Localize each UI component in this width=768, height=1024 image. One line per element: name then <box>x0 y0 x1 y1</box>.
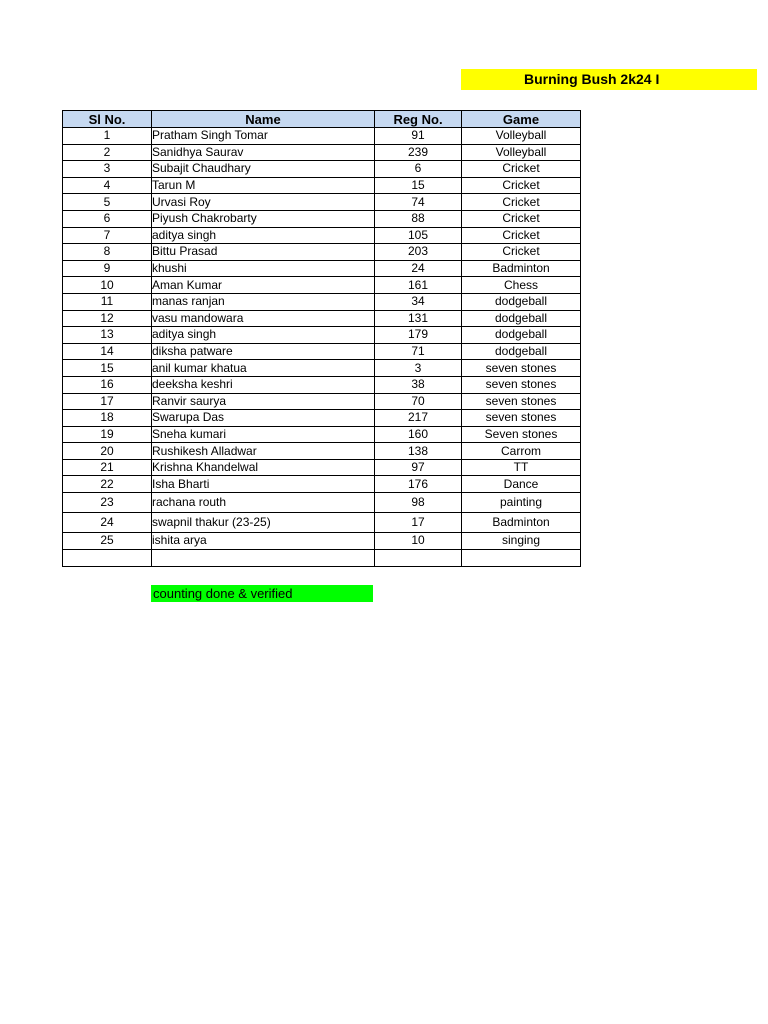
cell-sl-no[interactable]: 19 <box>63 426 152 443</box>
cell-reg-no[interactable]: 6 <box>375 161 462 178</box>
cell-reg-no[interactable]: 74 <box>375 194 462 211</box>
cell-name[interactable]: khushi <box>152 260 375 277</box>
cell-game[interactable]: Cricket <box>462 210 581 227</box>
cell-name[interactable]: aditya singh <box>152 227 375 244</box>
cell-game[interactable]: seven stones <box>462 393 581 410</box>
table-row <box>63 410 581 427</box>
cell-game[interactable]: seven stones <box>462 376 581 393</box>
cell-sl-no[interactable]: 11 <box>63 293 152 310</box>
cell-name[interactable]: ishita arya <box>152 533 375 550</box>
cell-name[interactable]: Rushikesh Alladwar <box>152 443 375 460</box>
cell-sl-no[interactable]: 17 <box>63 393 152 410</box>
cell-game[interactable]: Volleyball <box>462 128 581 145</box>
cell-name[interactable]: deeksha keshri <box>152 376 375 393</box>
status-note: counting done & verified <box>153 586 293 601</box>
empty-cell[interactable] <box>375 549 462 566</box>
table-row <box>63 459 581 476</box>
empty-cell[interactable] <box>63 549 152 566</box>
table-row <box>63 244 581 261</box>
cell-game[interactable]: Cricket <box>462 227 581 244</box>
cell-reg-no[interactable]: 17 <box>375 513 462 533</box>
table-row <box>63 260 581 277</box>
table-row <box>63 210 581 227</box>
cell-game[interactable]: singing <box>462 533 581 550</box>
cell-name[interactable]: Tarun M <box>152 177 375 194</box>
cell-reg-no[interactable]: 203 <box>375 244 462 261</box>
cell-sl-no[interactable]: 21 <box>63 459 152 476</box>
cell-name[interactable]: Pratham Singh Tomar <box>152 128 375 145</box>
cell-sl-no[interactable]: 4 <box>63 177 152 194</box>
cell-sl-no[interactable]: 6 <box>63 210 152 227</box>
cell-game[interactable]: Chess <box>462 277 581 294</box>
empty-cell[interactable] <box>462 549 581 566</box>
cell-reg-no[interactable]: 15 <box>375 177 462 194</box>
cell-name[interactable]: aditya singh <box>152 327 375 344</box>
cell-game[interactable]: Badminton <box>462 513 581 533</box>
cell-name[interactable]: Swarupa Das <box>152 410 375 427</box>
cell-reg-no[interactable]: 70 <box>375 393 462 410</box>
cell-name[interactable]: rachana routh <box>152 493 375 513</box>
table-row <box>63 343 581 360</box>
cell-reg-no[interactable]: 10 <box>375 533 462 550</box>
cell-sl-no[interactable]: 10 <box>63 277 152 294</box>
cell-sl-no[interactable]: 14 <box>63 343 152 360</box>
cell-name[interactable]: Sanidhya Saurav <box>152 144 375 161</box>
cell-reg-no[interactable]: 98 <box>375 493 462 513</box>
header-sl-no[interactable]: Sl No. <box>63 111 152 128</box>
cell-game[interactable]: Badminton <box>462 260 581 277</box>
cell-sl-no[interactable]: 24 <box>63 513 152 533</box>
cell-name[interactable]: anil kumar khatua <box>152 360 375 377</box>
cell-reg-no[interactable]: 88 <box>375 210 462 227</box>
table-row <box>63 177 581 194</box>
table-row <box>63 426 581 443</box>
cell-name[interactable]: Aman Kumar <box>152 277 375 294</box>
cell-reg-no[interactable]: 97 <box>375 459 462 476</box>
table-row <box>63 144 581 161</box>
table-row <box>63 293 581 310</box>
cell-reg-no[interactable]: 38 <box>375 376 462 393</box>
cell-reg-no[interactable]: 179 <box>375 327 462 344</box>
cell-reg-no[interactable]: 217 <box>375 410 462 427</box>
cell-sl-no[interactable]: 9 <box>63 260 152 277</box>
cell-reg-no[interactable]: 239 <box>375 144 462 161</box>
sheet-title: Burning Bush 2k24 I <box>524 71 660 87</box>
cell-sl-no[interactable]: 15 <box>63 360 152 377</box>
empty-cell[interactable] <box>152 549 375 566</box>
cell-game[interactable]: painting <box>462 493 581 513</box>
cell-sl-no[interactable]: 23 <box>63 493 152 513</box>
cell-sl-no[interactable]: 1 <box>63 128 152 145</box>
status-note-cell <box>151 585 373 602</box>
cell-name[interactable]: swapnil thakur (23-25) <box>152 513 375 533</box>
table-row <box>63 128 581 145</box>
cell-name[interactable]: vasu mandowara <box>152 310 375 327</box>
cell-reg-no[interactable]: 161 <box>375 277 462 294</box>
cell-name[interactable]: Sneha kumari <box>152 426 375 443</box>
cell-game[interactable]: TT <box>462 459 581 476</box>
cell-reg-no[interactable]: 176 <box>375 476 462 493</box>
cell-name[interactable]: Bittu Prasad <box>152 244 375 261</box>
table-row <box>63 393 581 410</box>
cell-game[interactable]: dodgeball <box>462 293 581 310</box>
table-row <box>63 376 581 393</box>
cell-sl-no[interactable]: 22 <box>63 476 152 493</box>
cell-name[interactable]: Urvasi Roy <box>152 194 375 211</box>
table-row <box>63 161 581 178</box>
cell-sl-no[interactable]: 5 <box>63 194 152 211</box>
table-row <box>63 327 581 344</box>
cell-sl-no[interactable]: 18 <box>63 410 152 427</box>
cell-sl-no[interactable]: 2 <box>63 144 152 161</box>
cell-game[interactable]: Cricket <box>462 244 581 261</box>
table-row <box>63 443 581 460</box>
header-reg-no[interactable]: Reg No. <box>375 111 462 128</box>
table-row <box>63 194 581 211</box>
table-row <box>63 227 581 244</box>
table-row <box>63 277 581 294</box>
cell-name[interactable]: Krishna Khandelwal <box>152 459 375 476</box>
cell-reg-no[interactable]: 34 <box>375 293 462 310</box>
cell-reg-no[interactable]: 3 <box>375 360 462 377</box>
title-banner <box>461 69 757 90</box>
cell-reg-no[interactable]: 160 <box>375 426 462 443</box>
participants-table <box>62 110 581 567</box>
cell-sl-no[interactable]: 13 <box>63 327 152 344</box>
table-row <box>63 360 581 377</box>
cell-sl-no[interactable]: 16 <box>63 376 152 393</box>
cell-sl-no[interactable]: 8 <box>63 244 152 261</box>
empty-row <box>63 549 581 566</box>
cell-reg-no[interactable]: 131 <box>375 310 462 327</box>
cell-game[interactable]: dodgeball <box>462 310 581 327</box>
header-name[interactable]: Name <box>152 111 375 128</box>
table-row <box>63 310 581 327</box>
cell-name[interactable]: diksha patware <box>152 343 375 360</box>
cell-name[interactable]: manas ranjan <box>152 293 375 310</box>
table-row <box>63 476 581 493</box>
cell-game[interactable]: seven stones <box>462 360 581 377</box>
table-row <box>63 533 581 550</box>
cell-reg-no[interactable]: 24 <box>375 260 462 277</box>
cell-sl-no[interactable]: 20 <box>63 443 152 460</box>
cell-name[interactable]: Isha Bharti <box>152 476 375 493</box>
cell-sl-no[interactable]: 12 <box>63 310 152 327</box>
cell-game[interactable]: Cricket <box>462 177 581 194</box>
cell-game[interactable]: Seven stones <box>462 426 581 443</box>
header-game[interactable]: Game <box>462 111 581 128</box>
cell-game[interactable]: dodgeball <box>462 343 581 360</box>
cell-name[interactable]: Piyush Chakrobarty <box>152 210 375 227</box>
table-row <box>63 513 581 533</box>
cell-name[interactable]: Subajit Chaudhary <box>152 161 375 178</box>
table-row <box>63 493 581 513</box>
cell-name[interactable]: Ranvir saurya <box>152 393 375 410</box>
cell-game[interactable]: Dance <box>462 476 581 493</box>
cell-game[interactable]: dodgeball <box>462 327 581 344</box>
cell-reg-no[interactable]: 71 <box>375 343 462 360</box>
cell-sl-no[interactable]: 7 <box>63 227 152 244</box>
header-row <box>63 111 581 128</box>
cell-reg-no[interactable]: 105 <box>375 227 462 244</box>
cell-sl-no[interactable]: 25 <box>63 533 152 550</box>
cell-sl-no[interactable]: 3 <box>63 161 152 178</box>
cell-reg-no[interactable]: 138 <box>375 443 462 460</box>
cell-game[interactable]: seven stones <box>462 410 581 427</box>
cell-game[interactable]: Cricket <box>462 194 581 211</box>
cell-game[interactable]: Cricket <box>462 161 581 178</box>
cell-game[interactable]: Carrom <box>462 443 581 460</box>
cell-game[interactable]: Volleyball <box>462 144 581 161</box>
cell-reg-no[interactable]: 91 <box>375 128 462 145</box>
